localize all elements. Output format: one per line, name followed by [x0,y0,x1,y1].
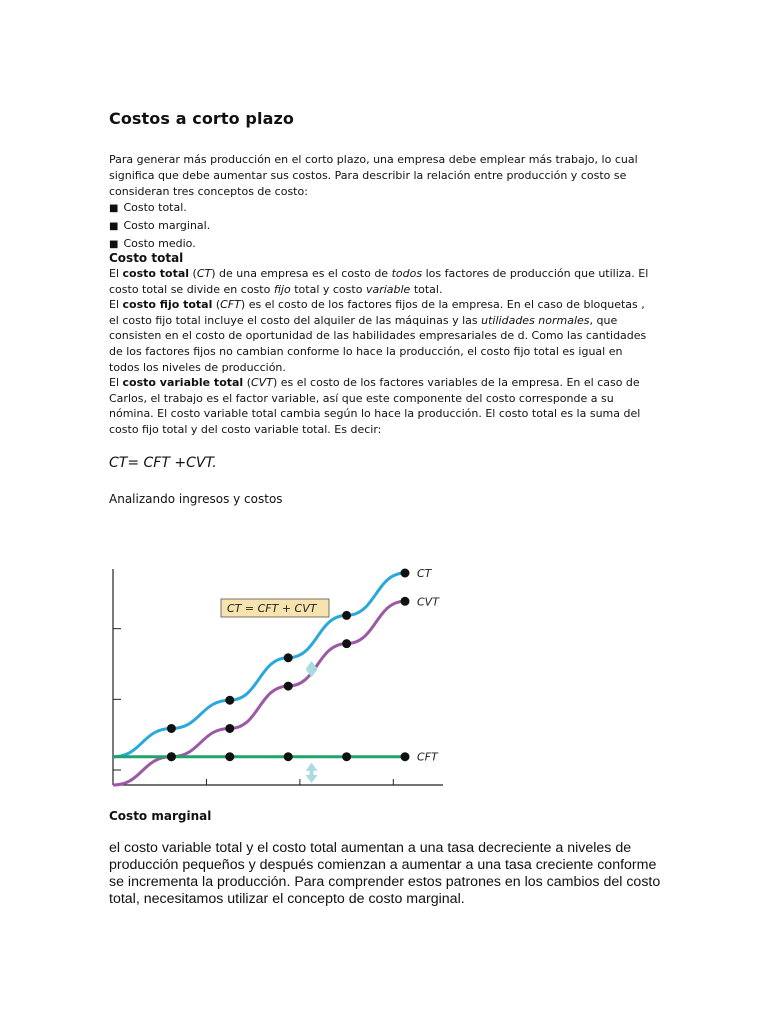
cost-curves-chart [111,557,451,792]
section-subtitle: Analizando ingresos y costos [109,492,283,506]
data-point-cvt [342,639,351,648]
cft-gap-arrow-lower-head-bottom [306,775,318,783]
data-point-cft [284,752,293,761]
data-point-ct [401,569,410,578]
costo-marginal-paragraph: el costo variable total y el costo total aumentan a una tasa decreciente a niveles de producción pequeños y después comienzan a aumentar a una tasa creciente conforme se incrementa la producción. Para comprender estos patrones en los cambios del costo total, necesitamos utilizar el concepto de costo marginal. [109,840,661,907]
intro-paragraph: Para generar más producción en el corto plazo, una empresa debe emplear más trabajo, lo cual significa que debe aumentar sus costos. Para describir la relación entre producción y costo se consideran tres conceptos de costo: [109,153,638,199]
series-label-cvt: CVT [417,595,439,609]
cft-gap-arrow-lower-head-top [306,763,318,771]
costo-total-section [109,266,649,438]
data-point-ct [284,653,293,662]
data-point-cvt [401,597,410,606]
costo-marginal-heading: Costo marginal [109,809,212,823]
data-point-cft [167,752,176,761]
series-label-cft: CFT [417,750,438,764]
data-point-cvt [284,682,293,691]
formula-annotation: CT = CFT + CVT [227,602,317,615]
list-item: ■ Costo marginal. [109,217,210,235]
costo-fijo-paragraph: El costo fijo total (CFT) es el costo de los factores fijos de la empresa. En el caso de bloquetas , el costo fijo total incluye el costo del alquiler de las máquinas y las utilidades normales, que consisten en el costo de oportunidad de las habilidades empresariales de d. Como las cantidades de los factores fijos no cambian conforme lo hace la producción, el costo fijo total es igual en todos los niveles de producción. [109,298,647,374]
data-point-ct [167,724,176,733]
list-item: ■ Costo medio. [109,235,210,253]
costo-total-paragraph: El costo total (CT) de una empresa es el costo de todos los factores de producción que utiliza. El costo total se divide en costo fijo total y costo variable total. [109,267,649,296]
data-point-cvt [225,724,234,733]
series-label-ct: CT [417,567,432,580]
page-title: Costos a corto plazo [109,109,294,128]
data-point-ct [342,611,351,620]
data-point-cft [401,752,410,761]
data-point-cft [225,752,234,761]
data-point-ct [225,696,234,705]
list-item: ■ Costo total. [109,199,210,217]
data-point-cft [342,752,351,761]
cost-concepts-list [109,199,210,253]
costo-variable-paragraph: El costo variable total (CVT) es el costo de los factores variables de la empresa. En el caso de Carlos, el trabajo es el factor variable, así que este componente del costo corresponde a su nómina. El costo variable total cambia según lo hace la producción. El costo total es la suma del costo fijo total y del costo variable total. Es decir: [109,376,641,436]
cost-formula: CT= CFT +CVT. [109,455,217,471]
costo-total-heading: Costo total [109,251,184,265]
